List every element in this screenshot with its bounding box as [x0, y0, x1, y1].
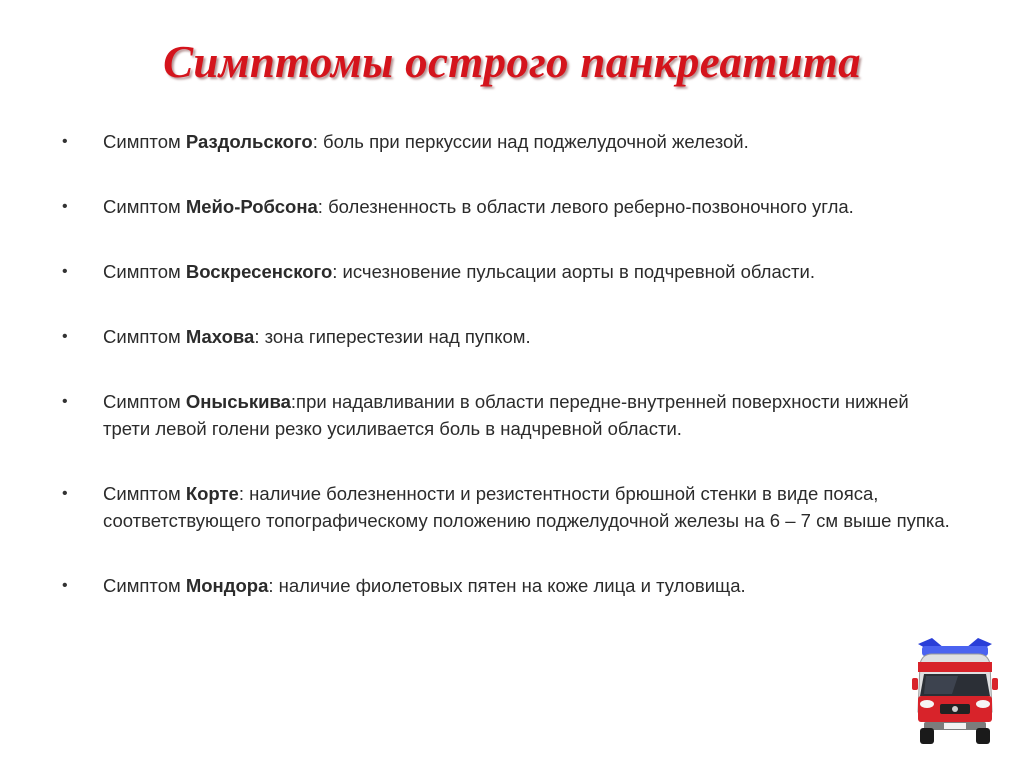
- symptom-description: : болезненность в области левого реберно-позвоночного угла.: [317, 196, 854, 217]
- bullet-marker: •: [62, 485, 68, 502]
- symptom-prefix: Симптом: [103, 483, 186, 504]
- symptom-prefix: Симптом: [103, 131, 186, 152]
- symptom-prefix: Симптом: [103, 326, 186, 347]
- list-item: [58, 388, 958, 442]
- symptom-prefix: Симптом: [103, 196, 186, 217]
- bullet-marker: •: [62, 133, 68, 150]
- bullet-marker: •: [62, 198, 68, 215]
- symptom-name: Мейо-Робсона: [185, 196, 318, 217]
- left-headlight: [920, 700, 934, 708]
- license-plate: [944, 723, 966, 729]
- symptom-name: Мондора: [185, 575, 269, 596]
- bullet-marker: •: [62, 577, 68, 594]
- right-mirror: [992, 678, 998, 690]
- symptom-description: : наличие фиолетовых пятен на коже лица и туловища.: [268, 575, 746, 596]
- symptom-prefix: Симптом: [103, 391, 186, 412]
- symptom-description: :при надавливании в области передне-внутренней поверхности нижней трети левой голени резко усиливается боль в надчревной области.: [103, 391, 909, 439]
- symptom-name: Махова: [185, 326, 255, 347]
- slide-title: Симптомы острого панкреатита: [163, 37, 861, 87]
- ambulance-icon: [912, 634, 998, 746]
- list-item: [58, 323, 958, 350]
- list-item: [58, 128, 958, 155]
- symptom-description: : исчезновение пульсации аорты в подчревной области.: [332, 261, 815, 282]
- symptom-description: : наличие болезненности и резистентности брюшной стенки в виде пояса, соответствующего топографическому положению поджелудочной железы на 6 – 7 см выше пупка.: [103, 483, 950, 531]
- bullet-marker: •: [62, 393, 68, 410]
- right-headlight: [976, 700, 990, 708]
- bullet-marker: •: [62, 328, 68, 345]
- left-mirror: [912, 678, 918, 690]
- logo: [952, 706, 958, 712]
- right-wheel: [976, 728, 990, 744]
- symptom-description: : боль при перкуссии над поджелудочной железой.: [312, 131, 749, 152]
- symptom-list: [58, 128, 958, 637]
- list-item: [58, 480, 958, 534]
- list-item: [58, 193, 958, 220]
- symptom-name: Оныськива: [185, 391, 291, 412]
- symptom-description: : зона гиперестезии над пупком.: [254, 326, 531, 347]
- red-band: [918, 662, 992, 672]
- left-wheel: [920, 728, 934, 744]
- list-item: [58, 572, 958, 599]
- bullet-marker: •: [62, 263, 68, 280]
- symptom-name: Раздольского: [185, 131, 313, 152]
- symptom-name: Корте: [185, 483, 239, 504]
- list-item: [58, 258, 958, 285]
- symptom-prefix: Симптом: [103, 261, 186, 282]
- symptom-name: Воскресенского: [185, 261, 333, 282]
- symptom-prefix: Симптом: [103, 575, 186, 596]
